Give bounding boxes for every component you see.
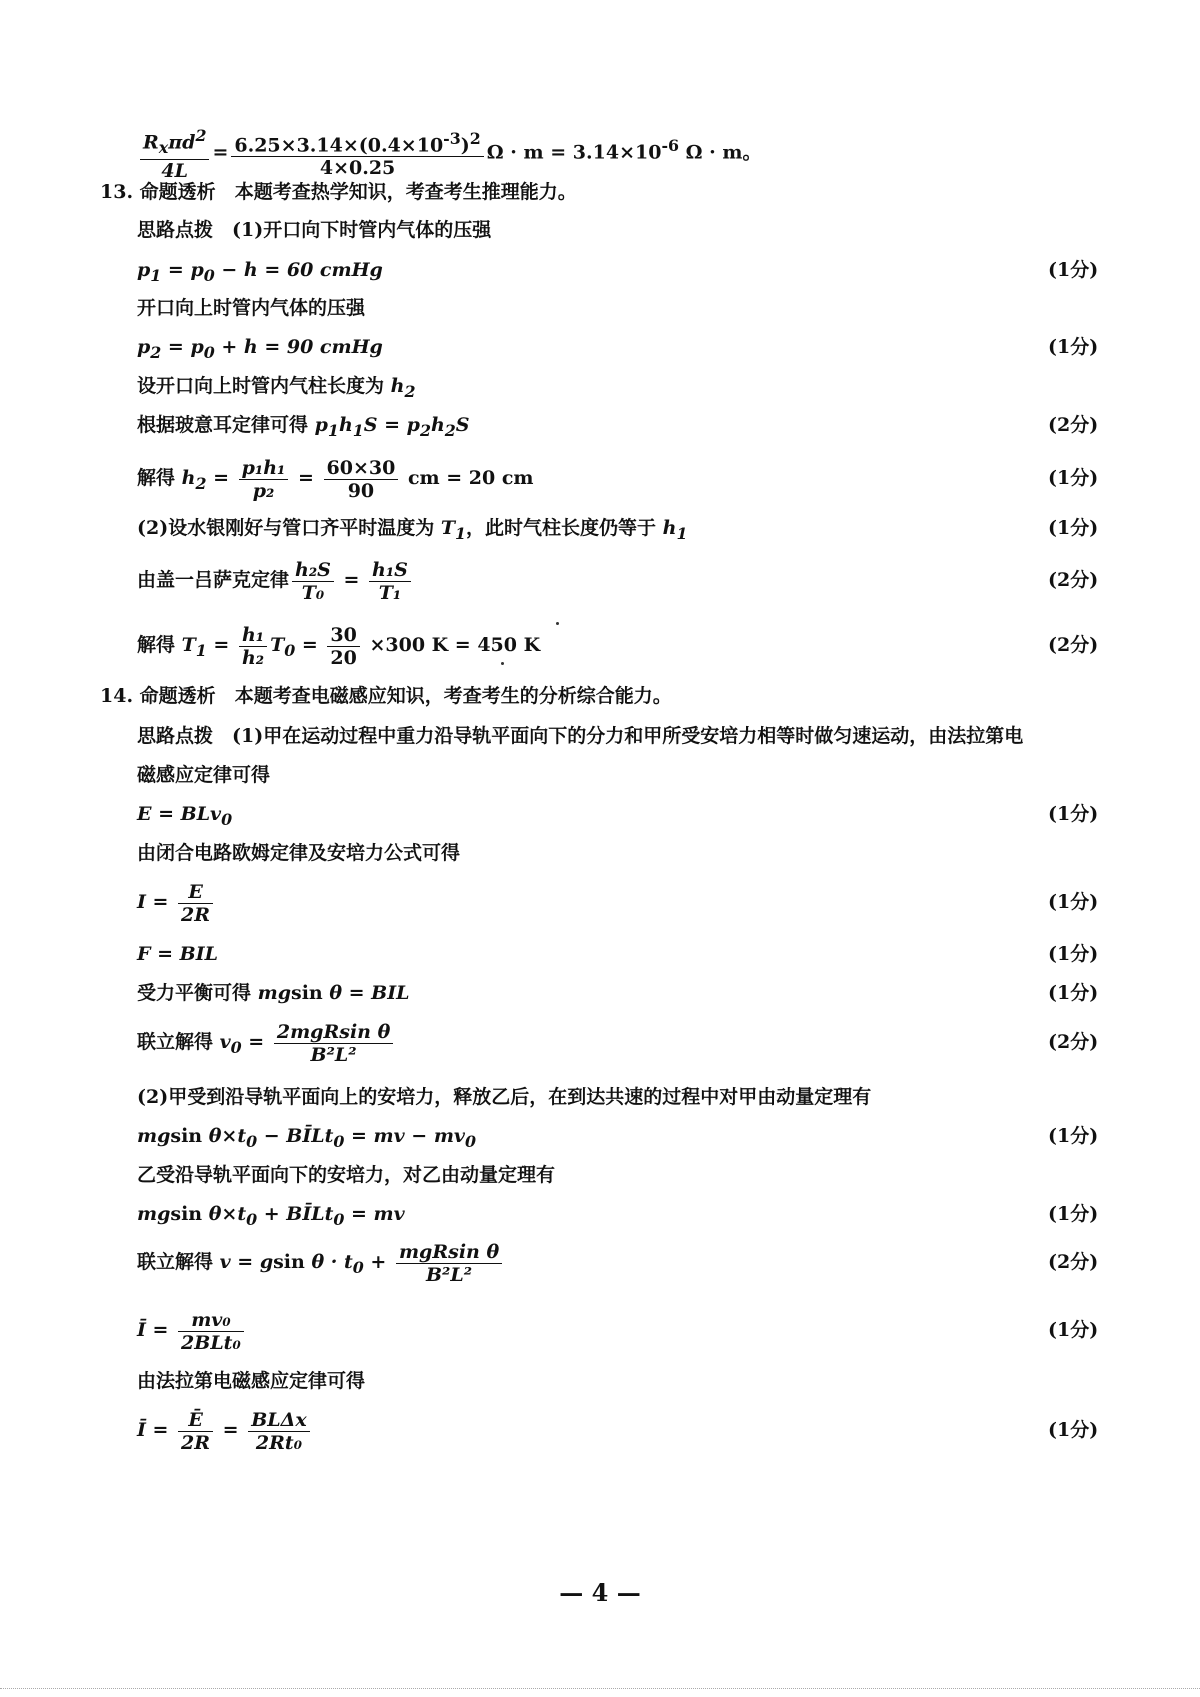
solution-text: 乙受沿导轨平面向下的安培力，对乙由动量定理有: [137, 1164, 556, 1186]
fraction: $\frac{\text{h₁S}}{\text{T₁}}$: [369, 559, 411, 604]
solution-text: 开口向上时管内气体的压强: [137, 297, 366, 319]
score-label: (2分): [1048, 634, 1099, 656]
score-label: (1分): [1048, 1125, 1099, 1147]
equation-row: $p_2 = p_0 + h = 90$ cmHg (1分): [0, 327, 1200, 367]
equation-row: 解得 $h_2$ = $\frac{\text{p₁h₁}}{\text{p₂}}$ = $\frac{60\times 30}{90}$ cm = 20 cm (1分): [0, 452, 1200, 504]
fraction: $\frac{\text{p₁h₁}}{\text{p₂}}$: [239, 457, 289, 502]
fraction: $\frac{30}{20}$: [327, 624, 359, 669]
fraction: $\frac{\text{h₂S}}{\text{T₀}}$: [292, 559, 334, 604]
score-label: (1分): [1048, 982, 1099, 1004]
solution-text: 由法拉第电磁感应定律可得: [137, 1370, 366, 1392]
score-label: (1分): [1048, 1319, 1099, 1341]
equation-row: 联立解得 $v_0$ = $\frac{\text{2mgRsin θ}}{\text{B²L²}}$ (2分): [0, 1016, 1200, 1068]
fraction: $\frac{\text{mv₀}}{\text{2BLt₀}}$: [178, 1309, 244, 1354]
equation-row: Ī = $\frac{\text{mv₀}}{\text{2BLt₀}}$ (1分): [0, 1304, 1200, 1356]
score-label: (1分): [1048, 1203, 1099, 1225]
fraction: $\frac{E}{2R}$: [178, 881, 213, 926]
score-label: (2分): [1048, 1031, 1099, 1053]
score-label: (1分): [1048, 467, 1099, 489]
fraction: $\frac{\text{mgRsin θ}}{\text{B²L²}}$: [396, 1241, 502, 1286]
solution-text: 设开口向上时管内气柱长度为 $h_2$: [137, 375, 416, 401]
fraction: $\frac{6.25\times 3.14\times(0.4\times 10^{-3})^2}{4\times 0.25}$: [231, 128, 483, 179]
scan-speck: [501, 662, 504, 665]
formula-resistivity: $\frac{R_x\pi d^2}{4L}$ = $\frac{6.25\times 3.14\times(0.4\times 10^{-3})^2}{4\times 0.25}$ $\Omega \cdot m = 3.14\times 10^{-6}$ Ω · m。: [0, 120, 1200, 172]
equation-row: E = BLv$_0$ (1分): [0, 794, 1200, 834]
fraction: $\frac{Ē}{2R}$: [178, 1409, 213, 1454]
equation-row: 由盖一吕萨克定律 $\frac{\text{h₂S}}{\text{T₀}}$ = $\frac{\text{h₁S}}{\text{T₁}}$ (2分): [0, 554, 1200, 606]
score-label: (1分): [1048, 259, 1099, 281]
score-label: (1分): [1048, 891, 1099, 913]
equation-row: (2)设水银刚好与管口齐平时温度为 $T_1$，此时气柱长度仍等于 $h_1$ (1分): [0, 508, 1200, 548]
fraction: $\frac{R_x\pi d^2}{4L}$: [140, 125, 209, 182]
fraction: $\frac{60\times 30}{90}$: [324, 457, 399, 502]
equation-row: $p_1 = p_0 - h = 60$ cmHg (1分): [0, 250, 1200, 290]
scan-speck: [556, 622, 559, 625]
equation-row: 联立解得 v = gsin $\theta \cdot t_0$ + $\frac{\text{mgRsin θ}}{\text{B²L²}}$ (2分): [0, 1236, 1200, 1288]
equation-row: Ī = $\frac{Ē}{2R}$ = $\frac{\text{BLΔx}}{\text{2Rt₀}}$ (1分): [0, 1404, 1200, 1456]
score-label: (2分): [1048, 1251, 1099, 1273]
equation-row: 受力平衡可得 mgsin θ = BIL (1分): [0, 973, 1200, 1013]
fraction: $\frac{\text{BLΔx}}{\text{2Rt₀}}$: [248, 1409, 310, 1454]
equation-row: 根据玻意耳定律可得 $p_1h_1S = p_2h_2S$ (2分): [0, 405, 1200, 445]
scan-edge: [0, 1688, 1200, 1692]
equation-row: mgsin $\theta\times t_0$ − BĪLt$_0$ = mv − $mv_0$ (1分): [0, 1116, 1200, 1156]
solution-text: 思路点拨 (1)甲在运动过程中重力沿导轨平面向下的分力和甲所受安培力相等时做匀速运动，由法拉第电: [137, 725, 1024, 747]
question-14-heading: 14. 命题透析 本题考查电磁感应知识，考查考生的分析综合能力。: [100, 685, 672, 707]
score-label: (1分): [1048, 1419, 1099, 1441]
score-label: (2分): [1048, 414, 1099, 436]
score-label: (1分): [1048, 517, 1099, 539]
score-label: (2分): [1048, 569, 1099, 591]
equation-row: F = BIL (1分): [0, 934, 1200, 974]
score-label: (1分): [1048, 943, 1099, 965]
solution-text: 磁感应定律可得: [137, 764, 271, 786]
question-13-heading: 13. 命题透析 本题考查热学知识，考查考生推理能力。: [100, 181, 577, 203]
equation-row: I = $\frac{E}{2R}$ (1分): [0, 876, 1200, 928]
score-label: (1分): [1048, 336, 1099, 358]
solution-text: 思路点拨 (1)开口向下时管内气体的压强: [137, 219, 492, 241]
score-label: (1分): [1048, 803, 1099, 825]
equation-row: 解得 $T_1$ = $\frac{\text{h₁}}{\text{h₂}}$ $T_0$ = $\frac{30}{20}$ ×300 K = 450 K (2分): [0, 619, 1200, 671]
equation-row: mgsin $\theta\times t_0$ + BĪLt$_0$ = mv (1分): [0, 1194, 1200, 1234]
fraction: $\frac{\text{h₁}}{\text{h₂}}$: [239, 624, 267, 669]
solution-text: 由闭合电路欧姆定律及安培力公式可得: [137, 842, 461, 864]
solution-text: (2)甲受到沿导轨平面向上的安培力，释放乙后，在到达共速的过程中对甲由动量定理有: [137, 1086, 872, 1108]
page-number: — 4 —: [559, 1578, 641, 1607]
fraction: $\frac{\text{2mgRsin θ}}{\text{B²L²}}$: [274, 1021, 393, 1066]
